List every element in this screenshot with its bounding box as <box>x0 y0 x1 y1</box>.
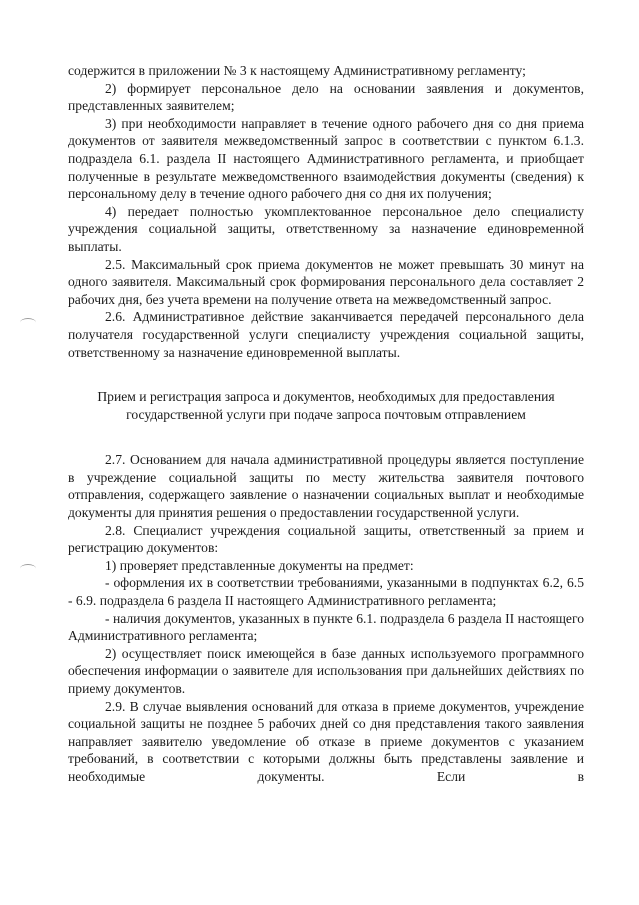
paragraph: 2) формирует персональное дело на основании заявления и документов, представленных заявителем; <box>68 80 584 114</box>
paragraph: - оформления их в соответствии требованиями, указанными в подпунктах 6.2, 6.5 - 6.9. подраздела 6 раздела II настоящего Административного регламента; <box>68 575 584 609</box>
paragraph: 2.5. Максимальный срок приема документов не может превышать 30 минут на одного заявителя. Максимальный срок формирования персонального дела составляет 2 рабочих дня, без учета времени на получение ответа на межведомственный запрос. <box>68 256 584 307</box>
paragraph: 1) проверяет представленные документы на предмет: <box>105 557 414 573</box>
paragraph: 3) при необходимости направляет в течение одного рабочего дня со дня приема документов от заявителя межведомственный запрос в соответствии с пунктом 6.1.3. подраздела 6.1. раздела II настоящего Административного регламента, и приобщает полученные в результате межведомственного взаимодействия документы (сведения) к персональному делу в течение одного рабочего дня со дня их получения; <box>68 115 584 202</box>
paragraph: 2.7. Основанием для начала административной процедуры является поступление в учреждение социальной защиты по месту жительства заявителя почтового отправления, содержащего заявление о назначении социальных выплат и необходимые документы для принятия решения о предоставлении государственной услуги. <box>68 452 584 521</box>
paragraph: содержится в приложении № 3 к настоящему Административному регламенту; <box>68 63 526 78</box>
paragraph: 4) передает полностью укомплектованное персональное дело специалисту учреждения социальной защиты, ответственному за назначение единовременной выплаты. <box>68 203 584 254</box>
paragraph: 2.8. Специалист учреждения социальной защиты, ответственный за прием и регистрацию документов: <box>68 522 584 556</box>
paragraph: 2) осуществляет поиск имеющейся в базе данных используемого программного обеспечения информации о заявителе для использования при дальнейших действиях по приему документов. <box>68 645 584 696</box>
paragraphs-bottom <box>68 451 584 785</box>
punch-hole-mark <box>20 318 36 327</box>
paragraph: 2.9. В случае выявления оснований для отказа в приеме документов, учреждение социальной защиты не позднее 5 рабочих дней со дня представления такого заявления направляет заявителю уведомление об отказе в приеме документов с указанием требований, в соответствии с которыми должны быть представлены заявление и необходимые документы. Если в <box>68 698 584 784</box>
paragraph: - наличия документов, указанных в пункте 6.1. подраздела 6 раздела II настоящего Административного регламента; <box>68 610 584 644</box>
paragraph: 2.6. Административное действие заканчивается передачей персонального дела получателя государственной услуги специалисту учреждения социальной защиты, ответственному за назначение единовременной выплаты. <box>68 309 584 360</box>
paragraphs-top <box>68 62 584 361</box>
document-body <box>68 62 584 786</box>
punch-hole-mark <box>20 564 36 573</box>
section-heading: Прием и регистрация запроса и документов, необходимых для предоставления государственной услуги при подаче запроса почтовым отправлением <box>97 389 555 422</box>
